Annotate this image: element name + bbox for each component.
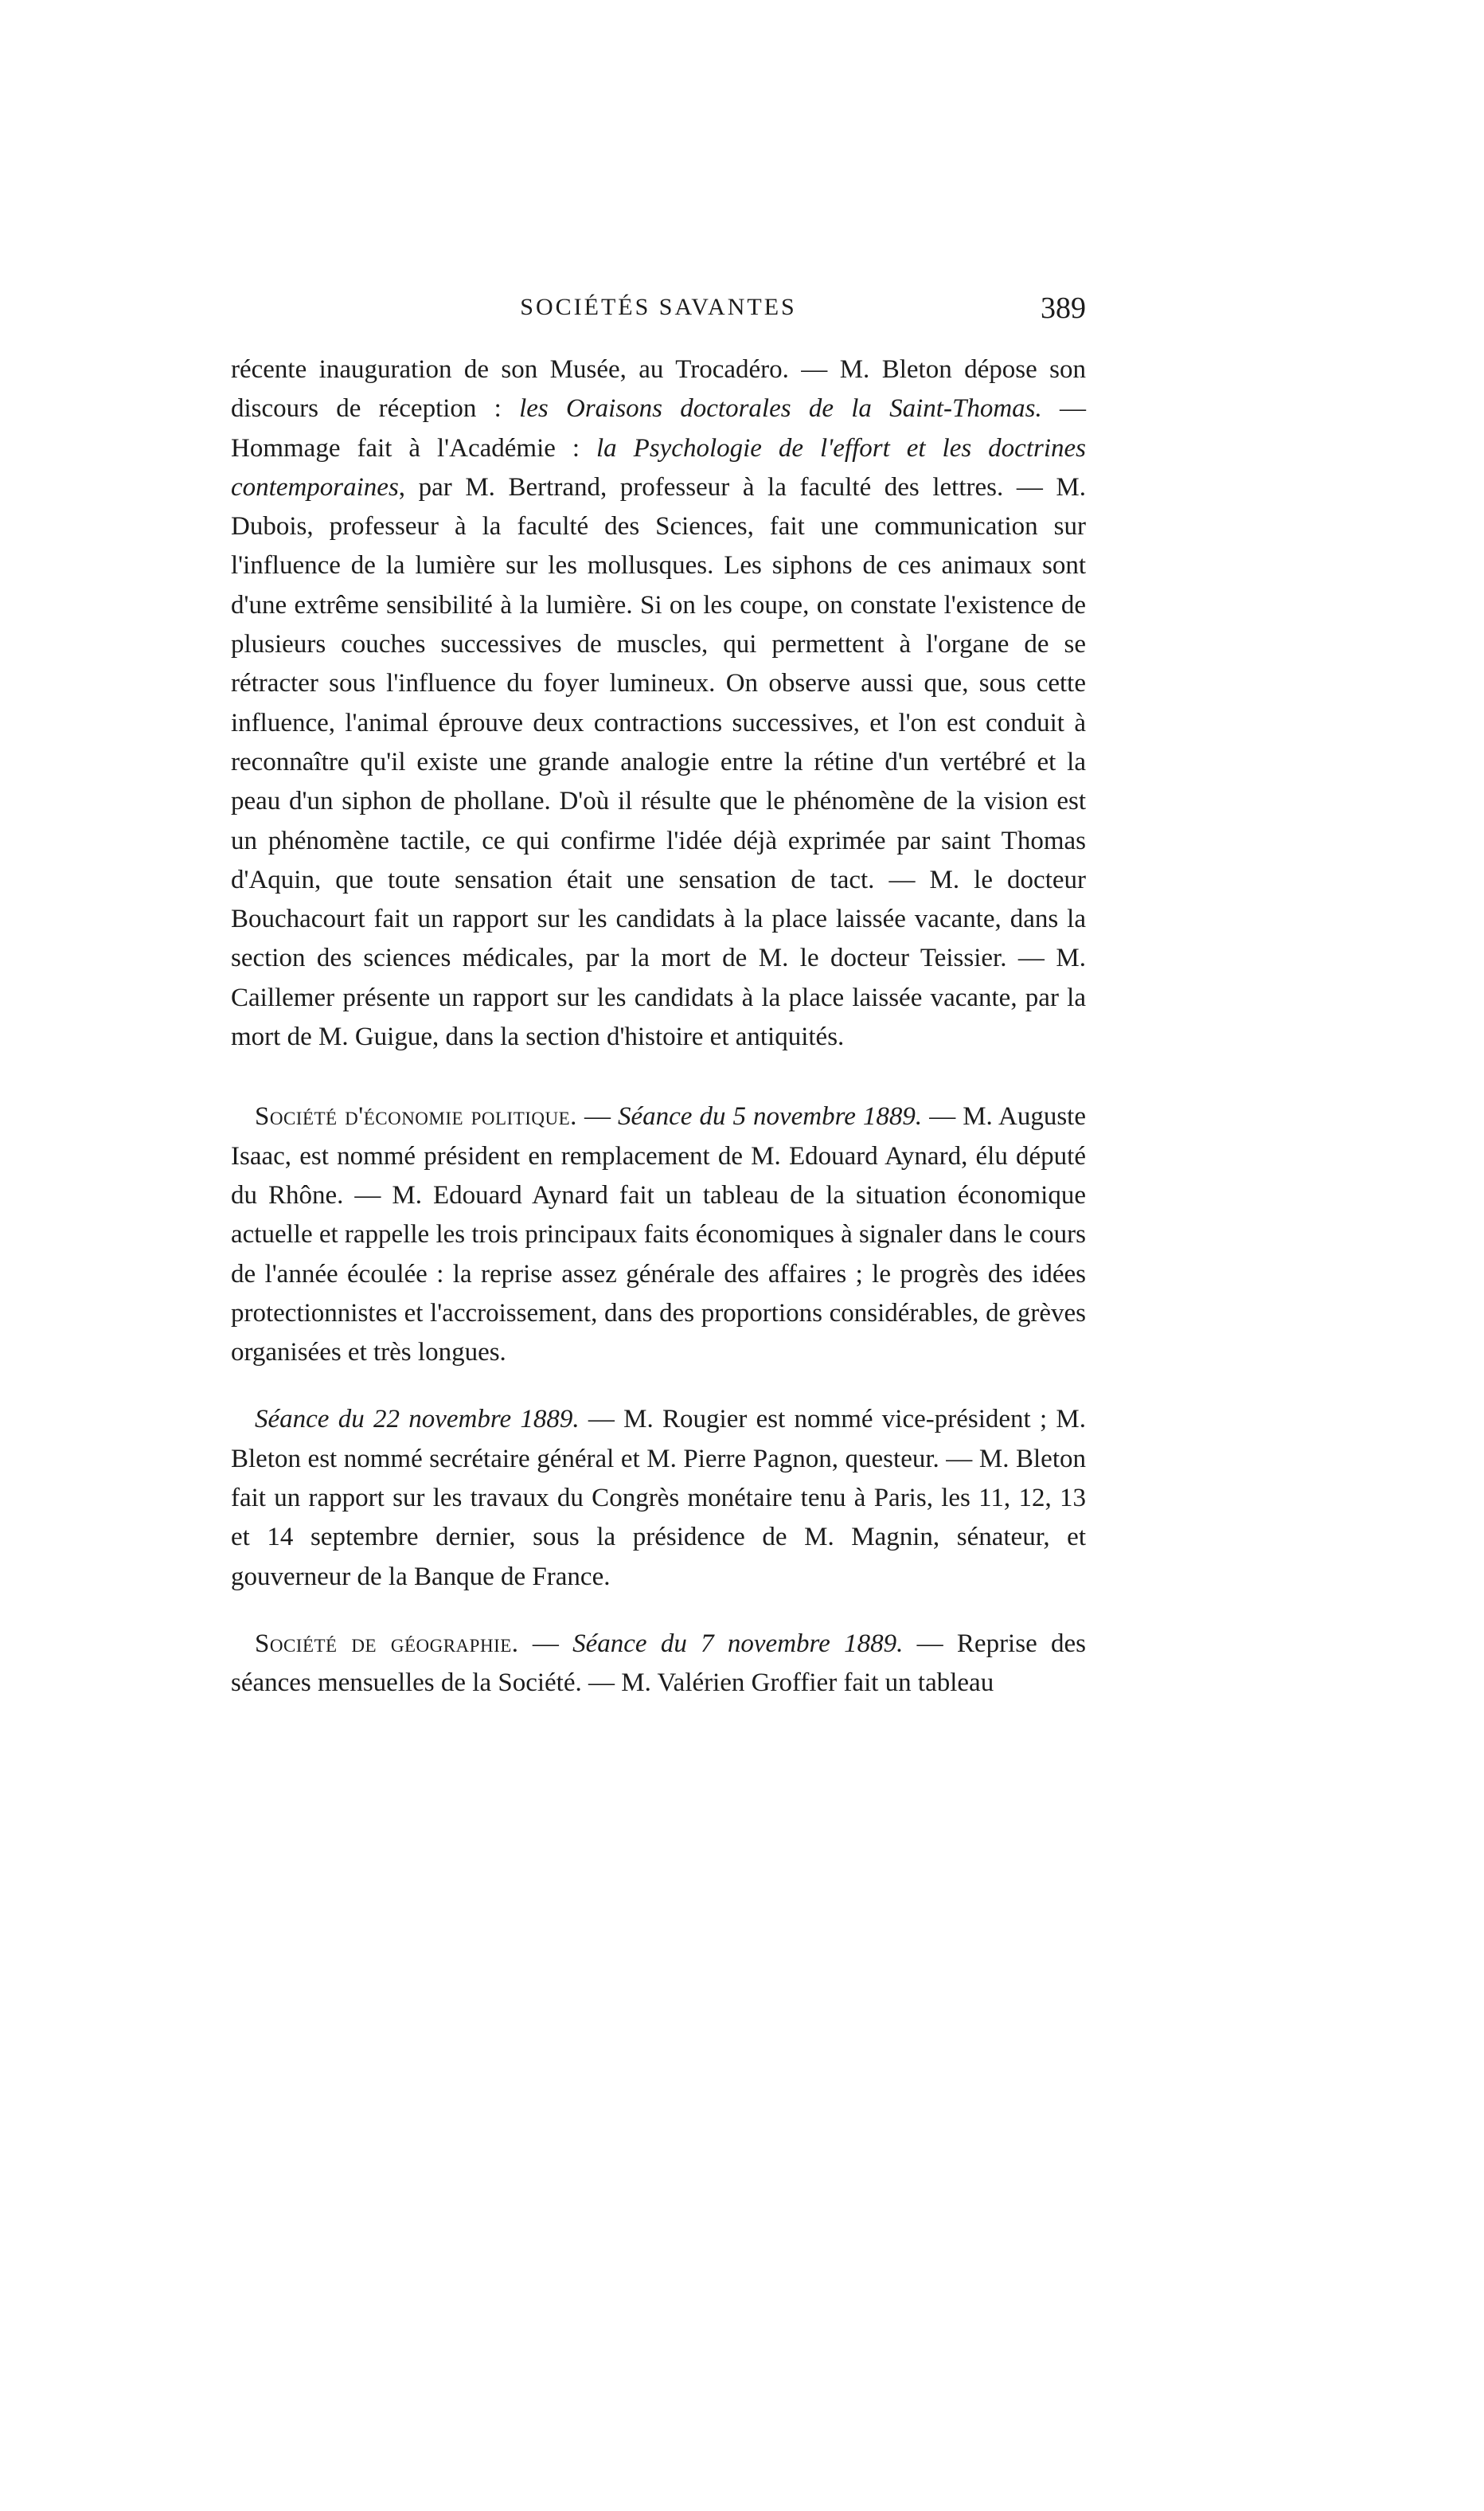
- paragraph-academie: [231, 350, 1086, 1057]
- text-run: — Reprise des séances mensuelles de la Société. — M. Valérien Groffier fait un tableau: [231, 1629, 1086, 1698]
- session-date: Séance du 5 novembre 1889.: [617, 1102, 923, 1132]
- text-run: — M. Auguste Isaac, est nommé président en remplacement de M. Edouard Aynard, élu député du Rhône. — M. Edouard Aynard fait un tableau de la situation économique actuelle et rappelle les trois principaux faits économiques à signaler dans le cours de l'année écoulée : la reprise assez générale des affaires ; le progrès des idées protectionnistes et l'accroissement, dans des proportions considérables, de grèves organisées et très longues.: [231, 1102, 1087, 1367]
- text-run: —: [518, 1629, 573, 1658]
- body-text: [231, 350, 1086, 1703]
- session-date: Séance du 22 novembre 1889.: [255, 1405, 580, 1434]
- text-run: — Hommage fait à l'Académie :: [231, 394, 1086, 463]
- text-run: — M. Rougier est nommé vice-président ; M. Bleton est nommé secrétaire général et M. Pierre Pagnon, questeur. — M. Bleton fait un rapport sur les travaux du Congrès monétaire tenu à Paris, les 11, 12, 13 et 14 septembre dernier, sous la présidence de M. Magnin, sénateur, et gouverneur de la Banque de France.: [231, 1405, 1086, 1591]
- italic-title: la Psychologie de l'effort et les doctrines contemporaines: [231, 433, 1086, 502]
- text-run: , par M. Bertrand, professeur à la faculté des lettres. — M. Dubois, professeur à la faculté des Sciences, fait une communication sur l'influence de la lumière sur les mollusques. Les siphons de ces animaux sont d'une extrême sensibilité à la lumière. Si on les coupe, on constate l'existence de plusieurs couches successives de muscles, qui permettent à l'organe de se rétracter sous l'influence du foyer lumineux. On observe aussi que, sous cette influence, l'animal éprouve deux contractions successives, et l'on est conduit à reconnaître qu'il existe une grande analogie entre la rétine d'un vertébré et la peau d'un siphon de phollane. D'où il résulte que le phénomène de la vision est un phénomène tactile, ce qui confirme l'idée déjà exprimée par saint Thomas d'Aquin, que toute sensation était une sensation de tact. — M. le docteur Bouchacourt fait un rapport sur les candidats à la place laissée vacante, dans la section des sciences médicales, par la mort de M. le docteur Teissier. — M. Caillemer présente un rapport sur les candidats à la place laissée vacante, par la mort de M. Guigue, dans la section d'histoire et antiquités.: [231, 472, 1086, 1052]
- society-name: Société d'économie politique.: [255, 1102, 577, 1132]
- running-title: SOCIÉTÉS SAVANTES: [520, 294, 797, 320]
- session-date: Séance du 7 novembre 1889.: [572, 1629, 904, 1658]
- society-name: Société de géographie.: [255, 1629, 519, 1658]
- text-run: —: [576, 1102, 618, 1132]
- paragraph-geographie: [231, 1625, 1086, 1703]
- page-number: 389: [1041, 291, 1086, 325]
- paragraph-seance-22-novembre: [231, 1400, 1086, 1596]
- paragraph-economie-politique: [231, 1097, 1086, 1372]
- text-run: récente inauguration de son Musée, au Trocadéro. — M. Bleton dépose son discours de réception :: [231, 355, 1086, 424]
- italic-title: les Oraisons doctorales de la Saint-Thomas.: [519, 394, 1042, 424]
- running-head: [231, 291, 1086, 330]
